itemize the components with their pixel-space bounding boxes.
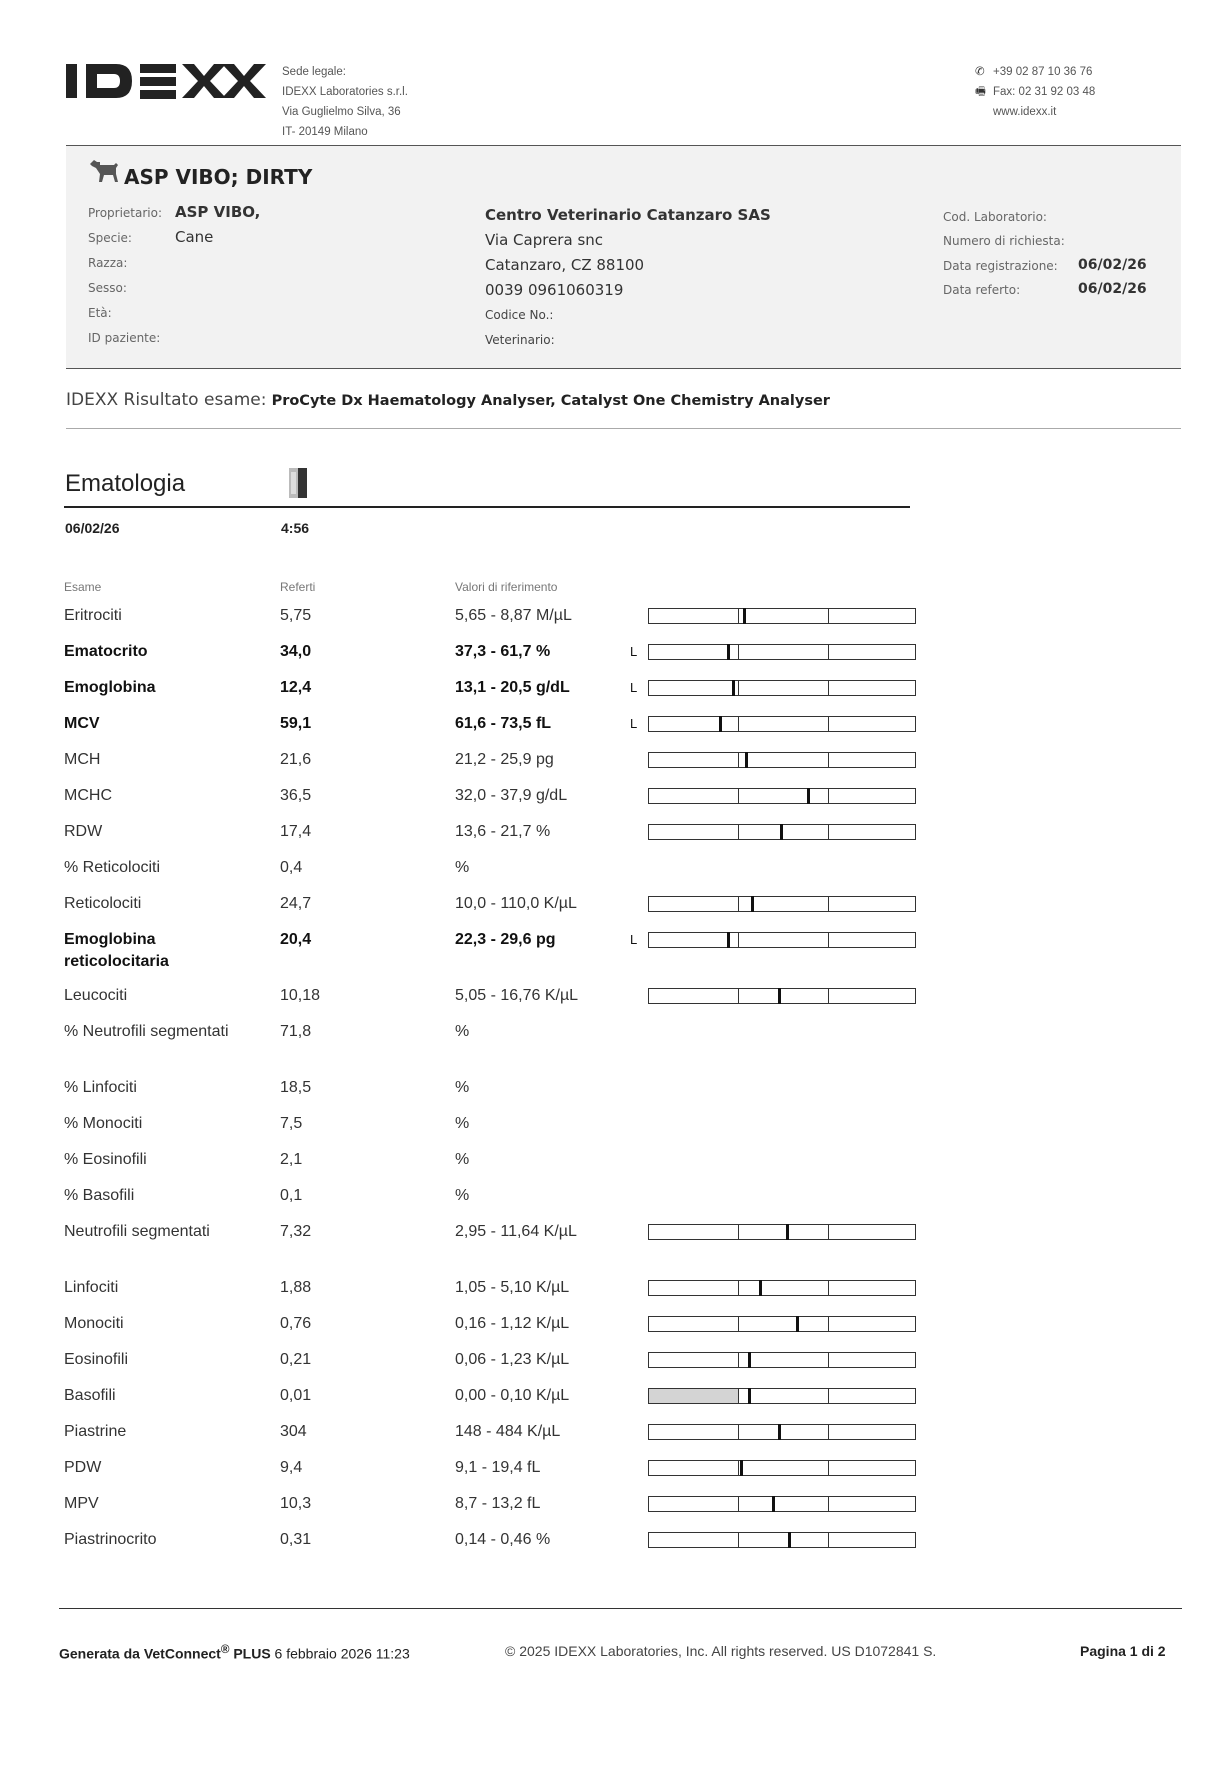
reference-range: 37,3 - 61,7 %	[455, 643, 551, 660]
result-marker	[727, 644, 730, 660]
vet-label: Veterinario:	[485, 333, 555, 347]
test-name: MCHC	[64, 787, 112, 804]
range-bar	[648, 1352, 916, 1368]
owner-value: ASP VIBO,	[175, 203, 261, 221]
range-bar	[648, 824, 916, 840]
range-bar-divider	[828, 1461, 829, 1475]
test-result: 71,8	[280, 1023, 312, 1040]
result-marker	[740, 1460, 743, 1476]
test-name: PDW	[64, 1459, 102, 1476]
test-result: 7,32	[280, 1223, 312, 1240]
test-name: Eosinofili	[64, 1351, 129, 1368]
range-bar	[648, 988, 916, 1004]
range-bar-divider	[828, 1389, 829, 1403]
idexx-logo	[66, 62, 266, 102]
column-header-result: Referti	[280, 580, 316, 594]
test-result: 21,6	[280, 751, 312, 768]
result-marker	[719, 716, 722, 732]
reference-range: %	[455, 1023, 470, 1040]
website-link[interactable]: www.idexx.it	[993, 106, 1057, 118]
test-name: MPV	[64, 1495, 99, 1512]
range-bar-divider	[738, 1389, 739, 1403]
test-result: 18,5	[280, 1079, 312, 1096]
result-marker	[727, 932, 730, 948]
species-value: Cane	[175, 228, 214, 246]
divider	[66, 428, 1181, 429]
result-marker	[748, 1388, 751, 1404]
result-marker	[796, 1316, 799, 1332]
footer-copyright: © 2025 IDEXX Laboratories, Inc. All rights reserved. US D1072841 S.	[505, 1643, 937, 1659]
request-number-label: Numero di richiesta:	[943, 234, 1065, 248]
reference-range: 0,06 - 1,23 K/µL	[455, 1351, 570, 1368]
range-bar	[648, 752, 916, 768]
range-bar	[648, 680, 916, 696]
test-name: Piastrine	[64, 1423, 127, 1440]
range-bar	[648, 1280, 916, 1296]
test-result: 5,75	[280, 607, 312, 624]
range-bar-divider	[738, 717, 739, 731]
test-name: Leucociti	[64, 987, 128, 1004]
low-flag: L	[630, 716, 638, 731]
test-result: 10,3	[280, 1495, 312, 1512]
clinic-phone: 0039 0961060319	[485, 281, 624, 299]
range-bar	[648, 788, 916, 804]
result-marker	[807, 788, 810, 804]
range-bar-divider	[828, 897, 829, 911]
section-time: 4:56	[281, 520, 310, 536]
test-name: Emoglobina reticolocitaria	[64, 931, 169, 970]
clinic-name: Centro Veterinario Catanzaro SAS	[485, 206, 771, 224]
test-result: 59,1	[280, 715, 312, 732]
range-bar-divider	[828, 753, 829, 767]
test-result: 1,88	[280, 1279, 312, 1296]
test-name: RDW	[64, 823, 103, 840]
range-bar-divider	[828, 645, 829, 659]
low-flag: L	[630, 680, 638, 695]
company-address	[282, 62, 408, 142]
test-result: 20,4	[280, 931, 312, 948]
fax-number: Fax: 02 31 92 03 48	[993, 86, 1096, 98]
range-bar	[648, 716, 916, 732]
range-bar	[648, 932, 916, 948]
reference-range: 5,05 - 16,76 K/µL	[455, 987, 579, 1004]
range-bar	[648, 1424, 916, 1440]
reference-range: %	[455, 1187, 470, 1204]
range-bar-divider	[828, 1317, 829, 1331]
range-bar	[648, 1316, 916, 1332]
range-bar	[648, 1496, 916, 1512]
registered-mark: ®	[220, 1643, 230, 1656]
range-bar-divider	[738, 1461, 739, 1475]
low-flag: L	[630, 644, 638, 659]
clinic-info	[485, 203, 771, 353]
range-bar	[648, 608, 916, 624]
range-bar-divider	[828, 1281, 829, 1295]
test-name: Emoglobina	[64, 679, 156, 696]
registration-date: 06/02/26	[1078, 257, 1147, 273]
lab-code-label: Cod. Laboratorio:	[943, 210, 1047, 224]
address-line: Sede legale:	[282, 66, 346, 78]
reference-range: 9,1 - 19,4 fL	[455, 1459, 541, 1476]
phone-number: +39 02 87 10 36 76	[993, 66, 1093, 78]
range-bar-divider	[738, 753, 739, 767]
field-label: Specie:	[88, 231, 132, 245]
range-bar-divider	[738, 1317, 739, 1331]
registration-date-label: Data registrazione:	[943, 259, 1058, 273]
range-bar-divider	[828, 825, 829, 839]
reference-range: 32,0 - 37,9 g/dL	[455, 787, 568, 804]
company-contacts	[975, 62, 1095, 122]
range-bar-divider	[828, 609, 829, 623]
test-name: Basofili	[64, 1387, 116, 1404]
range-bar	[648, 644, 916, 660]
test-name: % Monociti	[64, 1115, 143, 1132]
column-header-exam: Esame	[64, 580, 102, 594]
range-bar-divider	[738, 1353, 739, 1367]
test-name: % Reticolociti	[64, 859, 161, 876]
patient-title	[88, 158, 312, 189]
result-marker	[745, 752, 748, 768]
address-line: Via Guglielmo Silva, 36	[282, 106, 401, 118]
section-date: 06/02/26	[65, 520, 120, 536]
test-result: 0,31	[280, 1531, 312, 1548]
result-marker	[759, 1280, 762, 1296]
test-result: 0,76	[280, 1315, 312, 1332]
test-result: 2,1	[280, 1151, 303, 1168]
test-result: 304	[280, 1423, 307, 1440]
range-bar-divider	[828, 989, 829, 1003]
low-flag: L	[630, 932, 638, 947]
range-bar	[648, 896, 916, 912]
result-marker	[778, 988, 781, 1004]
range-bar-divider	[738, 1425, 739, 1439]
field-label: Proprietario:	[88, 206, 163, 220]
range-bar-divider	[738, 1281, 739, 1295]
test-name: Reticolociti	[64, 895, 142, 912]
test-result: 36,5	[280, 787, 312, 804]
test-name: Piastrinocrito	[64, 1531, 157, 1548]
page-number: Pagina 1 di 2	[1080, 1643, 1166, 1659]
report-date: 06/02/26	[1078, 281, 1147, 297]
generated-label: Generata da VetConnect	[59, 1645, 221, 1662]
test-name: MCH	[64, 751, 101, 768]
divider	[66, 368, 1181, 369]
exam-result-heading	[66, 390, 830, 410]
test-result: 7,5	[280, 1115, 303, 1132]
result-marker	[743, 608, 746, 624]
range-bar	[648, 1532, 916, 1548]
range-bar	[648, 1388, 916, 1404]
result-marker	[748, 1352, 751, 1368]
range-bar-divider	[738, 1533, 739, 1547]
reference-range: %	[455, 1079, 470, 1096]
test-name: Eritrociti	[64, 607, 122, 624]
reference-range: %	[455, 859, 470, 876]
dog-icon	[88, 158, 124, 189]
range-bar-divider	[738, 989, 739, 1003]
address-line: IT- 20149 Milano	[282, 126, 368, 138]
range-bar-divider	[828, 681, 829, 695]
range-bar-divider	[738, 681, 739, 695]
range-bar-shade	[649, 1389, 738, 1403]
range-bar-divider	[738, 897, 739, 911]
result-marker	[780, 824, 783, 840]
test-name: % Linfociti	[64, 1079, 137, 1096]
test-name: MCV	[64, 715, 100, 732]
test-name: % Basofili	[64, 1187, 135, 1204]
field-label: Età:	[88, 306, 112, 320]
reference-range: 8,7 - 13,2 fL	[455, 1495, 541, 1512]
range-bar-divider	[738, 825, 739, 839]
range-bar-divider	[738, 789, 739, 803]
analyzer-icon	[289, 468, 307, 498]
test-result: 24,7	[280, 895, 312, 912]
range-bar-divider	[738, 645, 739, 659]
test-name: Ematocrito	[64, 643, 148, 660]
range-bar-divider	[828, 1425, 829, 1439]
reference-range: 22,3 - 29,6 pg	[455, 931, 556, 948]
range-bar	[648, 1224, 916, 1240]
reference-range: %	[455, 1151, 470, 1168]
section-title: Ematologia	[65, 470, 186, 497]
test-name: Neutrofili segmentati	[64, 1223, 210, 1240]
range-bar	[648, 1460, 916, 1476]
clinic-city: Catanzaro, CZ 88100	[485, 256, 645, 274]
reference-range: 0,00 - 0,10 K/µL	[455, 1387, 570, 1404]
test-result: 0,21	[280, 1351, 312, 1368]
plus-label: PLUS	[233, 1645, 271, 1662]
result-marker	[772, 1496, 775, 1512]
range-bar-divider	[828, 717, 829, 731]
phone-icon: ✆	[975, 66, 985, 78]
reference-range: 5,65 - 8,87 M/µL	[455, 607, 572, 624]
reference-range: 1,05 - 5,10 K/µL	[455, 1279, 570, 1296]
section-rule	[64, 506, 910, 508]
analyzer-list: ProCyte Dx Haematology Analyser, Catalyst One Chemistry Analyser	[271, 393, 830, 409]
range-bar-divider	[738, 609, 739, 623]
result-marker	[751, 896, 754, 912]
test-result: 0,4	[280, 859, 303, 876]
result-marker	[788, 1532, 791, 1548]
range-bar-divider	[828, 1225, 829, 1239]
test-name: Linfociti	[64, 1279, 119, 1296]
reference-range: 10,0 - 110,0 K/µL	[455, 895, 577, 912]
test-name: % Eosinofili	[64, 1151, 147, 1168]
fax-icon: 🖷	[975, 86, 986, 98]
reference-range: 148 - 484 K/µL	[455, 1423, 561, 1440]
test-result: 12,4	[280, 679, 312, 696]
reference-range: 13,6 - 21,7 %	[455, 823, 551, 840]
clinic-street: Via Caprera snc	[485, 231, 604, 249]
range-bar-divider	[738, 1497, 739, 1511]
field-label: Sesso:	[88, 281, 127, 295]
range-bar-divider	[738, 1225, 739, 1239]
reference-range: 13,1 - 20,5 g/dL	[455, 679, 570, 696]
range-bar-divider	[828, 1497, 829, 1511]
reference-range: 21,2 - 25,9 pg	[455, 751, 554, 768]
report-date-label: Data referto:	[943, 283, 1021, 297]
range-bar-divider	[828, 1533, 829, 1547]
test-result: 0,1	[280, 1187, 303, 1204]
footer-generated	[59, 1643, 410, 1662]
reference-range: 0,16 - 1,12 K/µL	[455, 1315, 570, 1332]
address-line: IDEXX Laboratories s.r.l.	[282, 86, 408, 98]
test-result: 9,4	[280, 1459, 303, 1476]
test-result: 0,01	[280, 1387, 312, 1404]
field-label: ID paziente:	[88, 331, 161, 345]
range-bar-divider	[828, 789, 829, 803]
range-bar-divider	[738, 933, 739, 947]
patient-name: ASP VIBO; DIRTY	[124, 165, 313, 189]
result-marker	[732, 680, 735, 696]
result-marker	[778, 1424, 781, 1440]
reference-range: 0,14 - 0,46 %	[455, 1531, 551, 1548]
reference-range: 61,6 - 73,5 fL	[455, 715, 552, 732]
generated-timestamp: 6 febbraio 2026 11:23	[274, 1645, 410, 1662]
range-bar-divider	[828, 933, 829, 947]
test-name: % Neutrofili segmentati	[64, 1023, 229, 1040]
reference-range: 2,95 - 11,64 K/µL	[455, 1223, 577, 1240]
reference-range: %	[455, 1115, 470, 1132]
footer-rule	[59, 1608, 1182, 1609]
result-marker	[786, 1224, 789, 1240]
test-name: Monociti	[64, 1315, 124, 1332]
test-result: 17,4	[280, 823, 312, 840]
test-result: 10,18	[280, 987, 321, 1004]
field-label: Razza:	[88, 256, 128, 270]
column-header-reference: Valori di riferimento	[455, 580, 558, 594]
result-label: IDEXX Risultato esame:	[66, 390, 267, 410]
test-result: 34,0	[280, 643, 312, 660]
code-label: Codice No.:	[485, 308, 554, 322]
range-bar-divider	[828, 1353, 829, 1367]
